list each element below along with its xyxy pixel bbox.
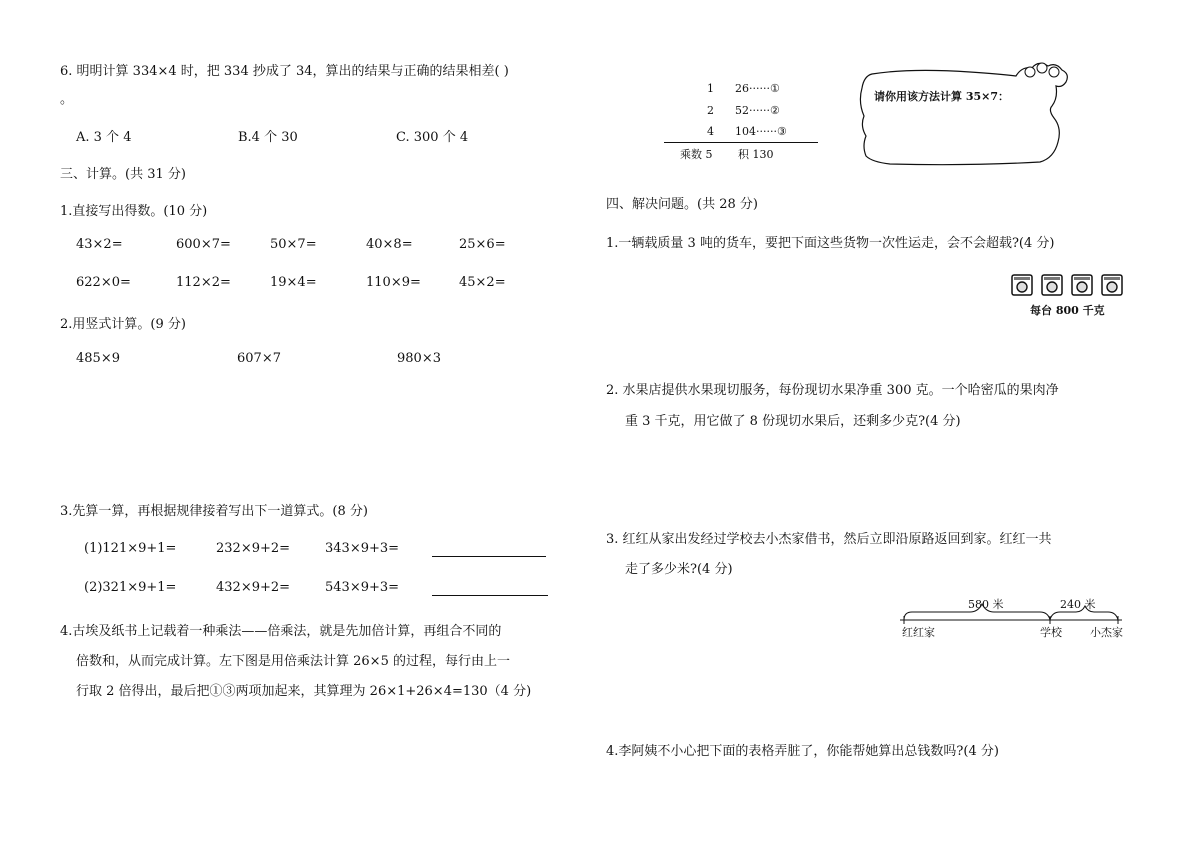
oral-calc-item: 112×2= <box>176 275 231 290</box>
vertical-calc-item: 607×7 <box>237 351 281 366</box>
doubling-footer-left: 乘数 5 <box>680 148 713 161</box>
doubling-row-multiplier: 4 <box>707 125 714 138</box>
calc-q4-line1: 4.古埃及纸书上记载着一种乘法——倍乘法，就是先加倍计算，再组合不同的 <box>60 624 502 639</box>
oral-calc-item: 19×4= <box>270 275 317 290</box>
cloud-bubble <box>850 58 1072 168</box>
pattern-calc-item: (1)121×9+1= <box>84 541 177 556</box>
doubling-row-multiplier: 2 <box>707 104 714 117</box>
question-6-option-c: C. 300 个 4 <box>396 130 469 145</box>
route-distance-2: 240 米 <box>1060 598 1096 611</box>
problem-3-line1: 3. 红红从家出发经过学校去小杰家借书，然后立即沿原路返回到家。红红一共 <box>606 532 1052 547</box>
oral-calc-item: 40×8= <box>366 237 413 252</box>
vertical-calc-item: 485×9 <box>76 351 120 366</box>
section-4-title: 四、解决问题。(共 28 分) <box>606 197 758 212</box>
cloud-text: 请你用该方法计算 35×7： <box>874 90 1010 103</box>
pattern-calc-item: 232×9+2= <box>216 541 291 556</box>
oral-calc-item: 50×7= <box>270 237 317 252</box>
route-place-friend: 小杰家 <box>1090 626 1123 639</box>
calc-q1-title: 1.直接写出得数。(10 分) <box>60 204 208 219</box>
question-6-line1: 6. 明明计算 334×4 时，把 334 抄成了 34，算出的结果与正确的结果相差( ) <box>60 64 509 79</box>
washing-machine-icon <box>1070 273 1094 297</box>
answer-blank-1[interactable] <box>432 556 546 557</box>
doubling-row-value: 104······③ <box>735 125 787 138</box>
oral-calc-item: 45×2= <box>459 275 506 290</box>
oral-calc-item: 622×0= <box>76 275 131 290</box>
vertical-calc-item: 980×3 <box>397 351 441 366</box>
washing-machine-icon <box>1040 273 1064 297</box>
oral-calc-item: 600×7= <box>176 237 231 252</box>
route-place-school: 学校 <box>1040 626 1062 639</box>
oral-calc-item: 110×9= <box>366 275 421 290</box>
doubling-table-rule <box>664 142 818 143</box>
doubling-row-value: 26······① <box>735 82 780 95</box>
route-distance-1: 580 米 <box>968 598 1004 611</box>
doubling-footer-right: 积 130 <box>738 148 774 161</box>
question-6-option-b: B.4 个 30 <box>238 130 298 145</box>
section-3-title: 三、计算。(共 31 分) <box>60 167 186 182</box>
problem-1-text: 1.一辆载质量 3 吨的货车，要把下面这些货物一次性运走，会不会超载?(4 分) <box>606 236 1055 251</box>
answer-blank-2[interactable] <box>432 595 548 596</box>
machine-caption: 每台 800 千克 <box>1030 304 1105 317</box>
problem-2-line2: 重 3 千克，用它做了 8 份现切水果后，还剩多少克?(4 分) <box>625 414 961 429</box>
machines-group <box>1010 273 1124 297</box>
doubling-row-multiplier: 1 <box>707 82 714 95</box>
calc-q3-title: 3.先算一算，再根据规律接着写出下一道算式。(8 分) <box>60 504 368 519</box>
pattern-calc-item: 543×9+3= <box>325 580 400 595</box>
question-6-line2: 。 <box>60 92 74 107</box>
problem-3-line2: 走了多少米?(4 分) <box>625 562 733 577</box>
pattern-calc-item: (2)321×9+1= <box>84 580 177 595</box>
washing-machine-icon <box>1100 273 1124 297</box>
calc-q2-title: 2.用竖式计算。(9 分) <box>60 317 186 332</box>
doubling-row-value: 52······② <box>735 104 780 117</box>
pattern-calc-item: 432×9+2= <box>216 580 291 595</box>
calc-q4-line2: 倍数和，从而完成计算。左下图是用倍乘法计算 26×5 的过程，每行由上一 <box>76 654 510 669</box>
oral-calc-item: 25×6= <box>459 237 506 252</box>
calc-q4-line3: 行取 2 倍得出，最后把①③两项加起来，其算理为 26×1+26×4=130（4 分) <box>76 684 532 699</box>
washing-machine-icon <box>1010 273 1034 297</box>
oral-calc-item: 43×2= <box>76 237 123 252</box>
problem-2-line1: 2. 水果店提供水果现切服务，每份现切水果净重 300 克。一个哈密瓜的果肉净 <box>606 383 1059 398</box>
route-place-home: 红红家 <box>902 626 935 639</box>
question-6-option-a: A. 3 个 4 <box>76 130 132 145</box>
pattern-calc-item: 343×9+3= <box>325 541 400 556</box>
problem-4-text: 4.李阿姨不小心把下面的表格弄脏了，你能帮她算出总钱数吗?(4 分) <box>606 744 999 759</box>
